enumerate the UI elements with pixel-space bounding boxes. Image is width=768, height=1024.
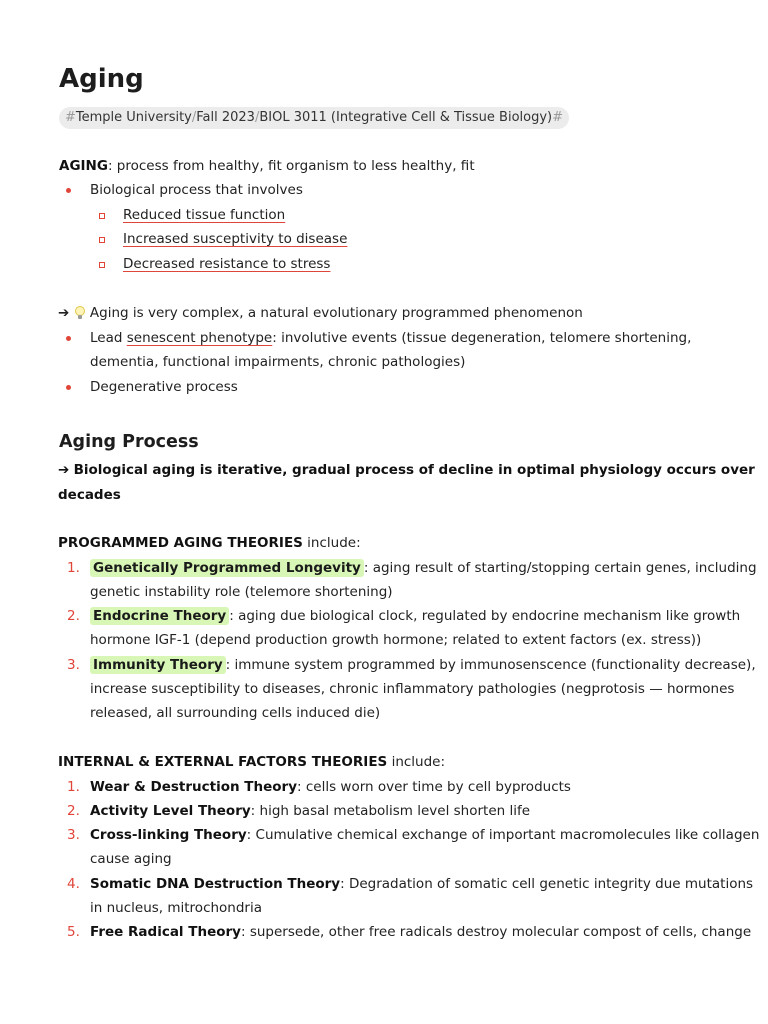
- programmed-suffix: include:: [302, 535, 361, 551]
- list-number: 4.: [67, 876, 80, 892]
- list-item: [90, 604, 740, 628]
- factors-suffix: include:: [387, 754, 446, 770]
- insight-line: [58, 301, 583, 325]
- list-item-text: : aging due biological clock, regulated by endocrine mechanism like growth: [229, 608, 741, 624]
- lead-rest: : involutive events (tissue degeneration, telomere shortening,: [272, 330, 692, 346]
- list-item-text: : high basal metabolism level shorten life: [250, 803, 531, 819]
- list-number: 1.: [67, 560, 80, 576]
- list-item-continuation: hormone IGF-1 (depend production growth hormone; related to extent factors (ex. stress)): [90, 632, 702, 648]
- list-item-continuation: genetic instability role (telemore shortening): [90, 584, 393, 600]
- senescent-phenotype-link[interactable]: senescent phenotype: [126, 330, 273, 346]
- bio-process-item-text: Reduced tissue function: [123, 207, 286, 223]
- highlighted-term: Genetically Programmed Longevity: [90, 559, 364, 577]
- list-number: 3.: [67, 827, 80, 843]
- page-title: Aging: [59, 64, 144, 94]
- definition-text: : process from healthy, fit organism to less healthy, fit: [107, 158, 475, 174]
- list-item: [90, 653, 756, 677]
- list-item-continuation: in nucleus, mitrochondria: [90, 900, 263, 916]
- aging-process-line-2: decades: [58, 487, 121, 503]
- factors-title: INTERNAL & EXTERNAL FACTORS THEORIES: [58, 754, 388, 770]
- definition-term: AGING: [59, 158, 108, 174]
- theory-name: Somatic DNA Destruction Theory: [90, 876, 341, 892]
- list-item: [90, 775, 571, 799]
- tag-term[interactable]: Fall 2023: [196, 110, 255, 125]
- list-item-text: : supersede, other free radicals destroy molecular compost of cells, change: [240, 924, 752, 940]
- bio-process-item: [123, 203, 285, 227]
- list-number: 5.: [67, 924, 80, 940]
- lead-line-2: dementia, functional impairments, chronic pathologies): [90, 354, 466, 370]
- list-item-continuation: released, all surrounding cells induced die): [90, 705, 381, 721]
- lead-prefix: Lead: [90, 330, 127, 346]
- aging-process-text: Biological aging is iterative, gradual process of decline in optimal physiology occurs over: [73, 462, 755, 478]
- list-item: [90, 556, 757, 580]
- lightbulb-icon: [75, 306, 85, 319]
- bullet-dot: [66, 385, 71, 390]
- definition-line: [59, 154, 475, 178]
- highlighted-term: Immunity Theory: [90, 656, 226, 674]
- bio-process-item-text: Decreased resistance to stress: [123, 256, 331, 272]
- programmed-heading: [58, 531, 361, 555]
- lead-line-1: [90, 326, 691, 350]
- tag-separator: /: [191, 110, 197, 125]
- list-item-text: : cells worn over time by cell byproducts: [297, 779, 571, 795]
- bullet-dot: [66, 336, 71, 341]
- list-item: [90, 799, 530, 823]
- bio-process-item: [123, 252, 330, 276]
- list-number: 1.: [67, 779, 80, 795]
- highlighted-term: Endocrine Theory: [90, 607, 229, 625]
- hash-close: #: [552, 110, 564, 125]
- arrow-icon: ➔: [58, 305, 70, 321]
- tag-separator: /: [254, 110, 260, 125]
- bio-process-label: Biological process that involves: [90, 182, 303, 198]
- sub-bullet-square: [99, 213, 105, 219]
- theory-name: Wear & Destruction Theory: [90, 779, 298, 795]
- list-item-text: : Degradation of somatic cell genetic integrity due mutations: [340, 876, 754, 892]
- aging-process-line-1: [58, 458, 755, 482]
- list-number: 2.: [67, 608, 80, 624]
- list-item: [90, 823, 759, 847]
- theory-name: Free Radical Theory: [90, 924, 241, 940]
- tag-path[interactable]: [59, 107, 569, 129]
- theory-name: Cross-linking Theory: [90, 827, 247, 843]
- tag-course[interactable]: BIOL 3011 (Integrative Cell & Tissue Biology): [259, 110, 553, 125]
- list-item: [90, 872, 753, 896]
- bullet-dot: [66, 188, 71, 193]
- sub-bullet-square: [99, 262, 105, 268]
- list-item-text: : Cumulative chemical exchange of important macromolecules like collagen: [246, 827, 760, 843]
- sub-bullet-square: [99, 237, 105, 243]
- arrow-icon: ➔: [58, 462, 70, 478]
- factors-heading: [58, 750, 445, 774]
- tag-university[interactable]: Temple University: [75, 110, 192, 125]
- list-item-text: : immune system programmed by immunosenscence (functionality decrease),: [225, 657, 756, 673]
- programmed-title: PROGRAMMED AGING THEORIES: [58, 535, 303, 551]
- bio-process-item-text: Increased susceptivity to disease: [123, 231, 348, 247]
- list-item-continuation: cause aging: [90, 851, 172, 867]
- theory-name: Activity Level Theory: [90, 803, 251, 819]
- list-item: [90, 920, 751, 944]
- list-item-continuation: increase susceptibility to diseases, chronic inflammatory pathologies (negprotosis — hormones: [90, 681, 735, 697]
- list-item-text: : aging result of starting/stopping certain genes, including: [363, 560, 757, 576]
- hash-open: #: [65, 110, 76, 125]
- section-heading: Aging Process: [59, 432, 199, 452]
- insight-text: Aging is very complex, a natural evolutionary programmed phenomenon: [89, 305, 583, 321]
- degenerative-text: Degenerative process: [90, 379, 238, 395]
- list-number: 2.: [67, 803, 80, 819]
- bio-process-item: [123, 227, 347, 251]
- list-number: 3.: [67, 657, 80, 673]
